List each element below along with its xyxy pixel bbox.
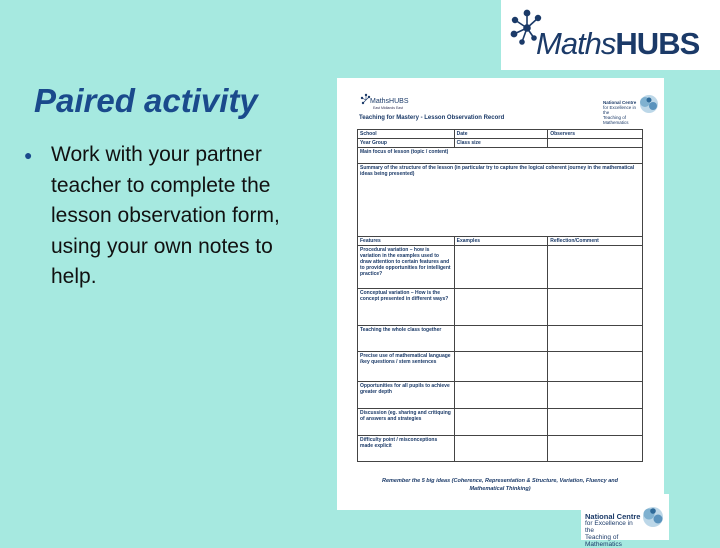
form-cell xyxy=(454,382,548,409)
form-cell xyxy=(548,352,643,382)
form-brand: MathsHUBS xyxy=(370,98,409,105)
form-cell: Observers xyxy=(548,130,643,139)
form-cell: Year Group xyxy=(358,139,455,148)
form-cell xyxy=(548,436,643,462)
form-cell xyxy=(454,436,548,462)
form-centre-logo-icon xyxy=(635,92,663,118)
form-cell xyxy=(548,139,643,148)
form-title: Teaching for Mastery - Lesson Observation Record xyxy=(359,115,505,121)
form-feature-cell: Precise use of mathematical language /key questions / stem sentences xyxy=(358,352,455,382)
form-cell: Summary of the structure of the lesson (in particular try to capture the logical coherent journey in the mathematical ideas being presented) xyxy=(358,164,643,237)
form-feature-cell: Procedural variation – how is variation in the examples used to draw attention to certain features and to provide opportunities for intelligent practice? xyxy=(358,246,455,289)
form-brand-sub: East Midlands East xyxy=(373,106,403,110)
form-cell xyxy=(454,326,548,352)
form-cell: Date xyxy=(454,130,548,139)
form-footer-note: Remember the 5 big ideas (Coherence, Representation & Structure, Variation, Fluency and Mathematical Thinking) xyxy=(381,478,619,492)
form-cell xyxy=(548,289,643,326)
form-cell: School xyxy=(358,130,455,139)
national-centre-text: National Centre for Excellence in the Teaching of Mathematics xyxy=(585,512,641,548)
form-header-cell: Reflection/Comment xyxy=(548,237,643,246)
form-cell xyxy=(454,409,548,436)
form-header-cell: Examples xyxy=(454,237,548,246)
form-table xyxy=(357,129,643,462)
slide-title: Paired activity xyxy=(34,82,258,119)
form-cell xyxy=(454,246,548,289)
form-cell xyxy=(454,289,548,326)
form-cell xyxy=(548,409,643,436)
bullet-text: Work with your partner teacher to complete the lesson observation form, using your own notes to help. xyxy=(51,143,280,288)
form-feature-cell: Difficulty point / misconceptions made explicit xyxy=(358,436,455,462)
form-feature-cell: Teaching the whole class together xyxy=(358,326,455,352)
form-cell xyxy=(548,246,643,289)
form-cell xyxy=(548,382,643,409)
form-feature-cell: Opportunities for all pupils to achieve greater depth xyxy=(358,382,455,409)
form-feature-cell: Conceptual variation – How is the concept presented in different ways? xyxy=(358,289,455,326)
form-centre-text: National Centre for Excellence in the Teaching of Mathematics xyxy=(603,100,637,125)
form-cell xyxy=(548,326,643,352)
form-cell: Main focus of lesson (topic / content) xyxy=(358,148,643,164)
form-header-cell: Features xyxy=(358,237,455,246)
lesson-observation-form xyxy=(337,78,664,510)
bullet-dot-icon: ● xyxy=(24,147,33,163)
form-cell: Class size xyxy=(454,139,548,148)
form-cell xyxy=(454,352,548,382)
national-centre-logo-icon xyxy=(638,503,668,531)
form-feature-cell: Discussion (eg. sharing and critiquing of answers and strategies xyxy=(358,409,455,436)
maths-hubs-wordmark: MathsHUBS xyxy=(536,26,700,61)
